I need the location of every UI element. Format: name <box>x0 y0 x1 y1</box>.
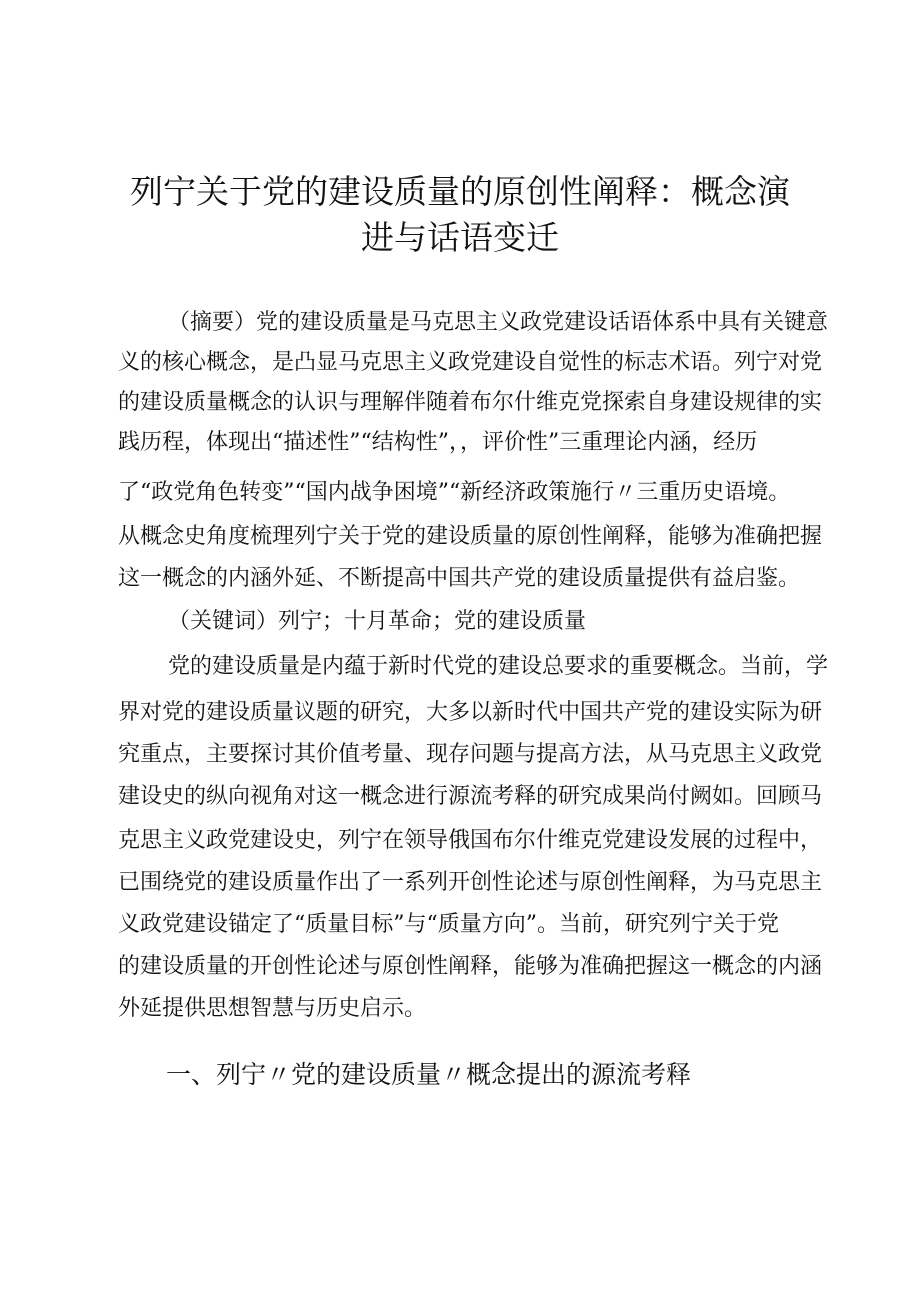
abstract-line: 这一概念的内涵外延、不断提高中国共产党的建设质量提供有益启鉴。 <box>118 566 801 591</box>
abstract-line: （摘要）党的建设质量是马克思主义政党建设话语体系中具有关键意 <box>168 310 829 335</box>
abstract-line: 的建设质量概念的认识与理解伴随着布尔什维克党探索自身建设规律的实 <box>118 390 823 415</box>
abstract-line: 从概念史角度梳理列宁关于党的建设质量的原创性阐释，能够为准确把握 <box>118 524 823 549</box>
intro-line: 的建设质量的开创性论述与原创性阐释，能够为准确把握这一概念的内涵 <box>118 954 823 979</box>
keywords-line: （关键词）列宁；十月革命；党的建设质量 <box>168 609 587 634</box>
intro-line: 究重点，主要探讨其价值考量、现存问题与提高方法，从马克思主义政党 <box>118 742 823 767</box>
document-title-line-1: 列宁关于党的建设质量的原创性阐释：概念演 <box>130 172 790 211</box>
intro-line: 已围绕党的建设质量作出了一系列开创性论述与原创性阐释，为马克思主 <box>118 870 823 895</box>
intro-line: 外延提供思想智慧与历史启示。 <box>118 996 427 1021</box>
abstract-line: 义的核心概念，是凸显马克思主义政党建设自觉性的标志术语。列宁对党 <box>118 350 823 375</box>
section-heading: 一、列宁〃党的建设质量〃概念提出的源流考释 <box>166 1060 692 1089</box>
intro-line: 界对党的建设质量议题的研究，大多以新时代中国共产党的建设实际为研 <box>118 700 823 725</box>
intro-line: 建设史的纵向视角对这一概念进行源流考释的研究成果尚付阙如。回顾马 <box>118 784 823 809</box>
abstract-line: 践历程，体现出“描述性”“结构性”，，评价性”三重理论内涵，经历 <box>118 430 758 455</box>
intro-line: 义政党建设锚定了“质量目标”与“质量方向”。当前，研究列宁关于党 <box>118 912 779 937</box>
abstract-line: 了“政党角色转变”“国内战争困境”“新经济政策施行〃三重历史语境。 <box>118 480 791 505</box>
intro-line: 党的建设质量是内蕴于新时代党的建设总要求的重要概念。当前，学 <box>168 654 829 679</box>
intro-line: 克思主义政党建设史，列宁在领导俄国布尔什维克党建设发展的过程中， <box>118 828 823 853</box>
document-title-line-2: 进与话语变迁 <box>361 218 559 257</box>
